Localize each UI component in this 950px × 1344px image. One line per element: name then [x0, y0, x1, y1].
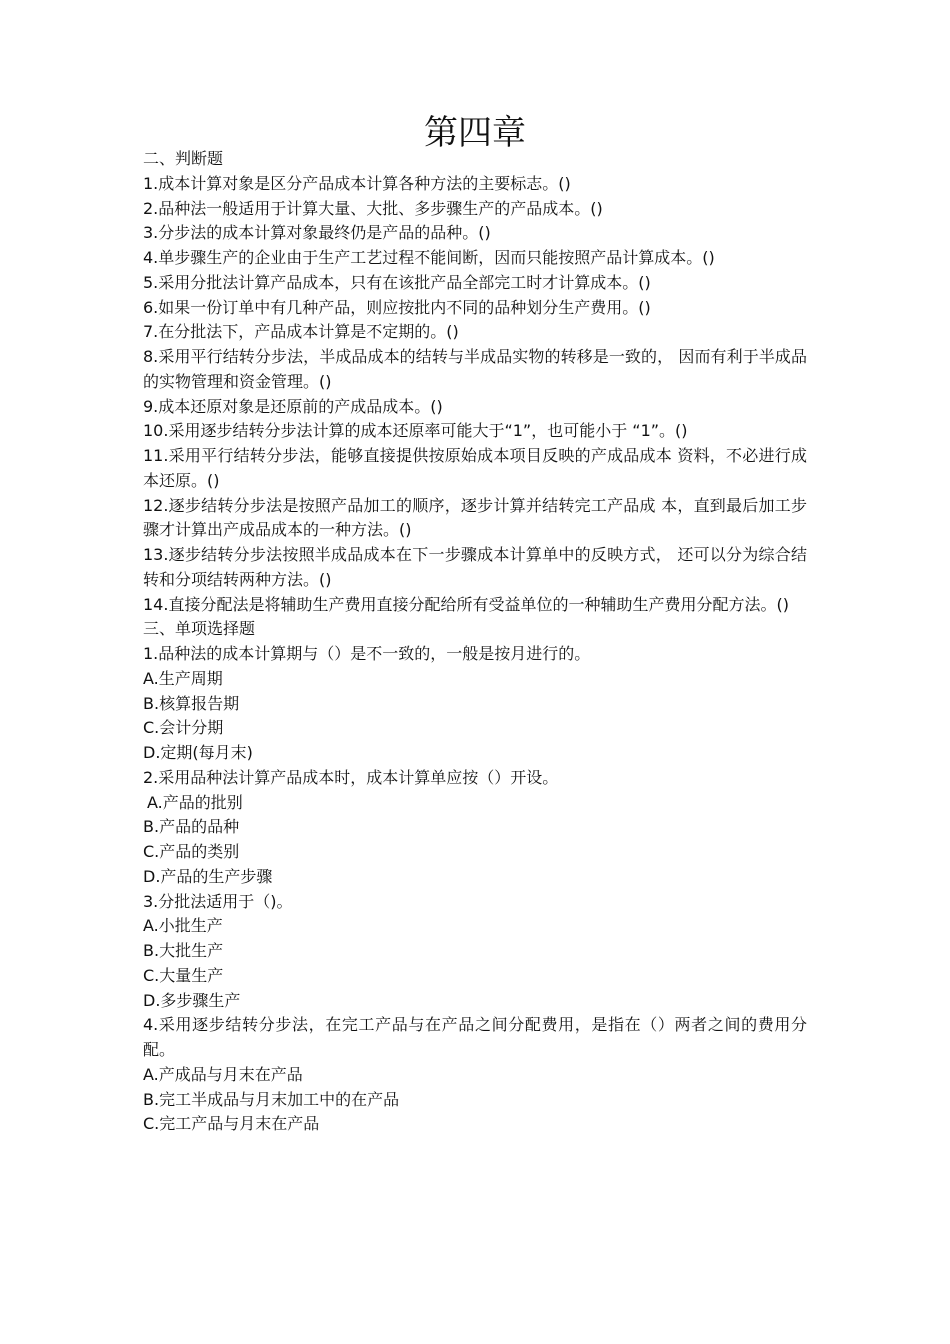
tf-item-6: 6.如果一份订单中有几种产品，则应按批内不同的品种划分生产费用。()	[143, 297, 651, 317]
q3-option-a: A.小批生产	[143, 916, 223, 936]
page-title: 第四章	[424, 112, 526, 153]
q3-option-b: B.大批生产	[143, 941, 224, 960]
tf-item-10: 10.采用逐步结转分步法计算的成本还原率可能大于“1”，也可能小于 “1”。()	[143, 421, 688, 441]
tf-item-9: 9.成本还原对象是还原前的产成品成本。()	[143, 396, 443, 416]
tf-item-1: 1.成本计算对象是区分产品成本计算各种方法的主要标志。()	[143, 173, 571, 193]
q1-option-a: A.生产周期	[143, 668, 223, 688]
q3-option-c: C.大量生产	[143, 965, 224, 985]
q4-option-c: C.完工产品与月末在产品	[143, 1114, 320, 1134]
q1-option-b: B.核算报告期	[143, 693, 240, 713]
section-heading-true-false: 二、判断题	[143, 149, 224, 168]
tf-item-11: 11.采用平行结转分步法，能够直接提供按原始成本项目反映的产成品成本 资料，不必进行成本还原。()	[143, 446, 807, 490]
q4-option-a: A.产成品与月末在产品	[143, 1064, 303, 1084]
q4-option-b: B.完工半成品与月末加工中的在产品	[143, 1089, 400, 1109]
question-2: 2.采用品种法计算产品成本时，成本计算单应按（）开设。	[143, 767, 559, 787]
tf-item-2: 2.品种法一般适用于计算大量、大批、多步骤生产的产品成本。()	[143, 198, 603, 218]
q1-option-d: D.定期(每月末)	[143, 743, 253, 762]
tf-item-7: 7.在分批法下，产品成本计算是不定期的。()	[143, 322, 459, 342]
q2-option-a: A.产品的批别	[147, 792, 243, 812]
document-body	[143, 147, 807, 1137]
q2-option-d: D.产品的生产步骤	[143, 866, 273, 886]
question-4: 4.采用逐步结转分步法，在完工产品与在产品之间分配费用，是指在（）两者之间的费用分配。	[143, 1015, 807, 1059]
q1-option-c: C.会计分期	[143, 718, 224, 738]
question-3: 3.分批法适用于（)。	[143, 891, 293, 911]
question-1: 1.品种法的成本计算期与（）是不一致的，一般是按月进行的。	[143, 644, 591, 663]
tf-item-12: 12.逐步结转分步法是按照产品加工的顺序，逐步计算并结转完工产品成 本，直到最后加工步骤才计算出产成品成本的一种方法。()	[143, 495, 807, 540]
tf-item-4: 4.单步骤生产的企业由于生产工艺过程不能间断，因而只能按照产品计算成本。()	[143, 248, 715, 267]
tf-item-8: 8.采用平行结转分步法，半成品成本的结转与半成品实物的转移是一致的， 因而有利于半成品的实物管理和资金管理。()	[143, 347, 807, 391]
q3-option-d: D.多步骤生产	[143, 990, 241, 1010]
q2-option-b: B.产品的品种	[143, 817, 240, 837]
q2-option-c: C.产品的类别	[143, 842, 240, 861]
tf-item-5: 5.采用分批法计算产品成本，只有在该批产品全部完工时才计算成本。()	[143, 272, 651, 292]
section-heading-single-choice: 三、单项选择题	[143, 619, 256, 639]
tf-item-14: 14.直接分配法是将辅助生产费用直接分配给所有受益单位的一种辅助生产费用分配方法。()	[143, 594, 789, 614]
tf-item-13: 13.逐步结转分步法按照半成品成本在下一步骤成本计算单中的反映方式， 还可以分为综合结转和分项结转两种方法。()	[143, 545, 807, 589]
tf-item-3: 3.分步法的成本计算对象最终仍是产品的品种。()	[143, 223, 491, 243]
